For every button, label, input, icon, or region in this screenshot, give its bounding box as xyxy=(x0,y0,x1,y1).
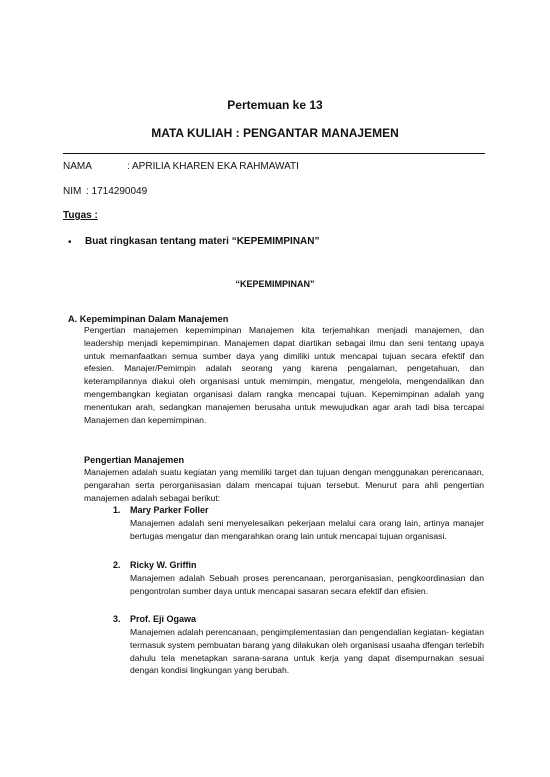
expert-3-name: Prof. Eji Ogawa xyxy=(130,614,197,624)
expert-2-name: Ricky W. Griffin xyxy=(130,560,197,570)
task-label: Tugas : xyxy=(63,210,98,221)
expert-1-name: Mary Parker Foller xyxy=(130,505,209,515)
section-a-title: A. Kepemimpinan Dalam Manajemen xyxy=(68,314,229,324)
course-title: MATA KULIAH : PENGANTAR MANAJEMEN xyxy=(151,126,399,140)
expert-1-number: 1. xyxy=(113,505,121,515)
meeting-title: Pertemuan ke 13 xyxy=(227,98,323,112)
name-value: : APRILIA KHAREN EKA RAHMAWATI xyxy=(127,161,299,172)
expert-2-text: Manajemen adalah Sebuah proses perencanaan, perorganisasian, pengkoordinasian dan pengontrolan sumber daya untuk mencapai sasaran secara efektif dan efisien. xyxy=(130,573,484,596)
student-nim-row xyxy=(63,186,147,197)
expert-3-text: Manajemen adalah perencanaan, pengimplementasian dan pengendalian kegiatan- kegiatan termasuk system pembuatan barang yang dilakukan oleh organisasi usaaha dfengan terlebih dahulu tela menetapkan sarana-sarana untuk kerja yang dapat disempurnakan sesuai dengan kondisi lingkungan yang berubah. xyxy=(130,627,485,676)
topic-title: “KEPEMIMPINAN” xyxy=(235,279,315,289)
expert-3-number: 3. xyxy=(113,614,121,624)
student-name-row xyxy=(63,161,299,172)
nim-value: : 1714290049 xyxy=(86,186,148,197)
name-label: NAMA xyxy=(63,161,92,172)
header-divider xyxy=(63,153,485,154)
nim-label: NIM xyxy=(63,186,82,197)
task-item: Buat ringkasan tentang materi “KEPEMIMPINAN” xyxy=(85,236,320,247)
expert-2-number: 2. xyxy=(113,560,121,570)
expert-1-text: Manajemen adalah seni menyelesaikan pekerjaan melalui cara orang lain, artinya manajer bertugas mengatur dan mengarahkan orang lain untuk mencapai tujuan organisasi. xyxy=(130,518,484,541)
pengertian-title: Pengertian Manajemen xyxy=(84,455,185,465)
section-a-body: Pengertian manajemen kepemimpinan Manajemen kita terjemahkan menjadi manajemen, dan leadership menjadi kepemimpinan. Manajemen dapat diartikan sebagai ilmu dan seni tentang upaya untuk memanfaatkan semua sumber daya yang dimiliki untuk mencapai tujuan secara efektif dan efesien. Manajer/Pemimpin adalah seorang yang karena pengalaman, pengetahuan, dan keterampilannya diakui oleh organisasi untuk memimpin, mengatur, mengelola, mengendalikan dan mengembangkan kegiatan organisasi dalam rangka mencapai tujuan. Kepemimpinan adalah yang menentukan arah, sedangkan manajemen berusaha untuk mewujudkan agar arah tadi bisa tercapai Manajemen dan kepemimpinan. xyxy=(84,325,484,425)
pengertian-body: Manajemen adalah suatu kegiatan yang memiliki target dan tujuan dengan menggunakan perencanaan, pengarahan serta perorganisasian dalam mencapai tujuan tersebut. Menurut para ahli pengertian manajemen adalah sebagai berikut: xyxy=(84,467,484,503)
bullet-icon: • xyxy=(68,237,72,248)
